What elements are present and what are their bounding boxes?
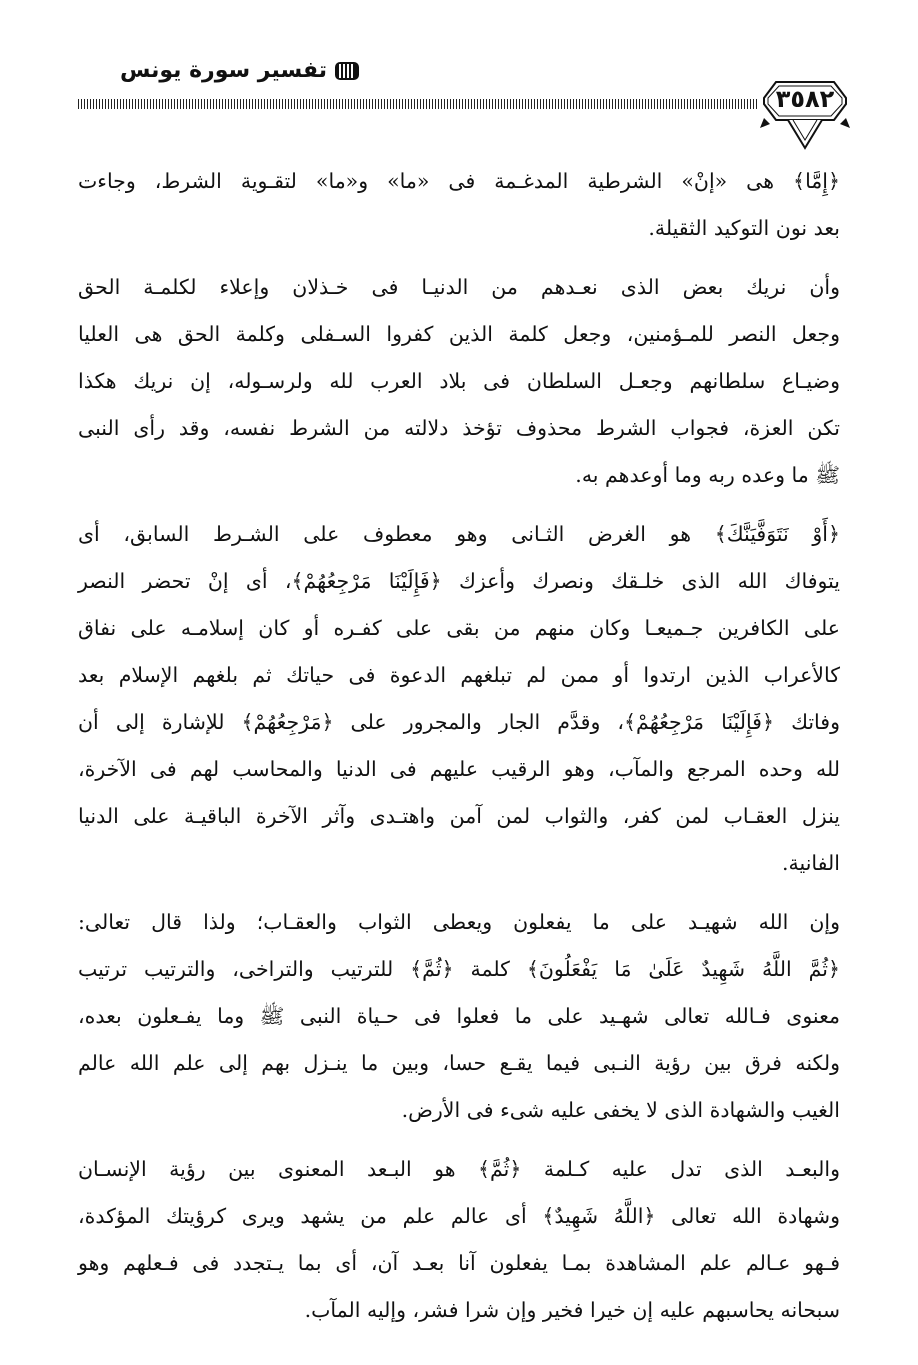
header-rule [78,99,758,109]
running-title: تفسير سورة يونس [120,58,327,83]
text-line: وضيـاع سلطانهم وجعـل السلطان فى بلاد العرب لله ولرسـوله، إن نريك هكذا [78,369,840,393]
header-ornament-icon [334,60,360,82]
page-number: ٣٥٨٢ [775,85,835,113]
text-line: الفانية. [782,851,840,875]
text-line: ولكنه فرق بين رؤية النـبى فيما يقـع حسا، وبين ما ينـزل بهم إلى علم الله عالم [78,1051,840,1075]
text-line: بعد نون التوكيد الثقيلة. [648,216,840,240]
text-line: وجعل النصر للمـؤمنين، وجعل كلمة الذين كفروا السـفلى وكلمة الحق هى العليا [78,322,840,346]
text-line: الغيب والشهادة الذى لا يخفى عليه شىء فى الأرض. [401,1098,840,1122]
paragraph-4 [78,899,840,1134]
text-line: ينزل العقـاب لمن كفر، والثواب لمن آمن واهتـدى وآثر الآخرة الباقيـة على الدنيا [78,804,840,828]
text-line: على الكافرين جـميعـا وكان منهم من بقى على كفـره أو كان إسلامـه على نفاق [78,616,840,640]
text-line: معنوى فـالله تعالى شهـيد على ما فعلوا فى حـياة النبى ﷺ وما يفـعلون بعده، [78,1004,840,1028]
text-line: ﴿إِمَّا﴾ هى «إنْ» الشرطية المدغـمة فى «ما» و«ما» لتقـوية الشرط، وجاءت [78,169,840,193]
paragraph-3 [78,511,840,887]
text-line: تكن العزة، فجواب الشرط محذوف تؤخذ دلالته من الشرط نفسه، وقد رأى النبى [78,416,840,440]
text-line: ﴿ثُمَّ اللَّهُ شَهِيدٌ عَلَىٰ مَا يَفْعَلُونَ﴾ كلمة ﴿ثُمَّ﴾ للترتيب والتراخى، والترتيب ترتيب [78,957,840,981]
text-line: فـهو عـالم علم المشاهدة بمـا يفعلون آنا بعـد آن، أى بما يـتجدد فى فـعلهم وهو [78,1251,840,1275]
paragraph-1 [78,158,840,252]
text-line: وأن نريك بعض الذى نعـدهم من الدنيـا فى خـذلان وإعلاء لكلمـة الحق [78,275,840,299]
text-line: سبحانه يحاسبهم عليه إن خيرا فخير وإن شرا فشر، وإليه المآب. [304,1298,840,1322]
text-line: وشهادة الله تعالى ﴿اللَّهُ شَهِيدٌ﴾ أى عالم علم من يشهد ويرى كرؤيتك المؤكدة، [78,1204,840,1228]
text-line: لله وحده المرجع والمآب، وهو الرقيب عليهم فى الدنيا والمحاسب لهم فى الآخرة، [78,757,840,781]
text-line: وإن الله شهيـد على ما يفعلون ويعطى الثواب والعقـاب؛ ولذا قال تعالى: [78,910,840,934]
body-text [78,158,840,1334]
text-line: ﷺ ما وعده ربه وما أوعدهم به. [575,463,840,487]
text-line: يتوفاك الله الذى خلـقك ونصرك وأعزك ﴿فَإِلَيْنَا مَرْجِعُهُمْ﴾، أى إنْ تحضر النصر [78,569,840,593]
text-line: ﴿أَوْ نَتَوَفَّيَنَّكَ﴾ هو الغرض الثـانى وهو معطوف على الشـرط السابق، أى [78,522,840,546]
text-line: والبعـد الذى تدل عليه كـلمة ﴿ثُمَّ﴾ هو البـعد المعنوى بين رؤية الإنسـان [78,1157,840,1181]
paragraph-2 [78,264,840,499]
text-line: وفاتك ﴿فَإِلَيْنَا مَرْجِعُهُمْ﴾، وقدَّم الجار والمجرور على ﴿مَرْجِعُهُمْ﴾ للإشارة إلى أن [78,710,840,734]
text-line: كالأعراب الذين ارتدوا أو ممن لم تبلغهم الدعوة فى حياتك ثم بلغهم الإسلام بعد [78,663,840,687]
paragraph-5 [78,1146,840,1334]
